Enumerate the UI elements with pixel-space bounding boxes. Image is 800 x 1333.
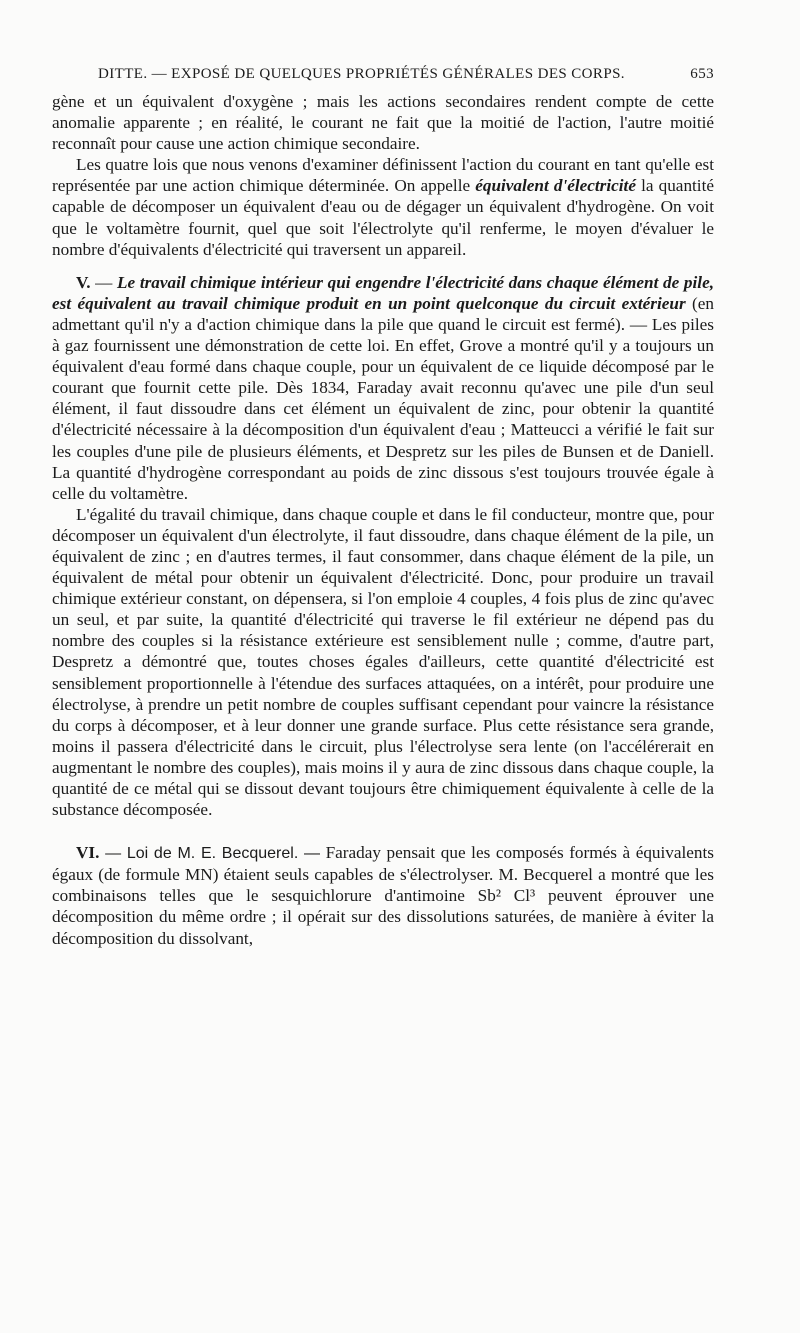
section-number: V. [76, 272, 91, 292]
paragraph-text: la quantité capable de décomposer un équivalent d'eau ou de dégager un équivalent d'hydrogène. On voit que le voltamètre fournit, quel que soit l'électrolyte qu'il renferme, le moyen d'évaluer le nombre d'équivalents d'électricité qui traversent un appareil. [52, 176, 714, 259]
defined-term: équivalent d'électricité [475, 176, 636, 196]
paragraph-text: Les quatre lois que nous venons d'examiner définissent l'action du courant en tant qu'elle est représentée par une action chimique déterminée. On appelle [52, 155, 714, 196]
paragraph-text: (en admettant qu'il n'y a d'action chimique dans la pile que quand le circuit est fermé). — Les piles à gaz fournissent une démonstration de cette loi. En effet, Grove a montré qu'il y a toujours un équivalent d'eau formé dans chaque couple, pour un équivalent de ce liquide décomposé par le courant que fournit cette pile. Dès 1834, Faraday avait reconnu qu'avec une pile d'un seul élément, il faut dissoudre dans cet élément un équivalent de zinc, pour obtenir la quantité d'électricité nécessaire à la décomposition d'un équivalent d'eau ; Matteucci a vérifié le fait sur les couples d'une pile de plusieurs éléments, et Despretz sur les piles de Bunsen et de Daniell. La quantité d'hydrogène correspondant au poids de zinc dissous s'est toujours trouvée égale à celle du voltamètre. [52, 293, 714, 503]
section-v [52, 272, 714, 504]
book-page [52, 66, 714, 949]
page-number: 653 [690, 66, 714, 82]
paragraph-text: Faraday pensait que les composés formés à équivalents égaux (de formule MN) étaient seuls capables de s'électrolyser. M. Becquerel a montré que les combinaisons telles que le sesquichlorure d'antimoine Sb² Cl³ peuvent éprouver une décomposition du même ordre ; il opérait sur des dissolutions saturées, de manière à éviter la décomposition du dissolvant, [52, 843, 714, 948]
section-number: VI. [76, 843, 100, 863]
paragraph-continuation: gène et un équivalent d'oxygène ; mais les actions secondaires rendent compte de cette anomalie apparente ; en réalité, le courant ne fait que la moitié de l'action, l'autre moitié reconnaît pour cause une action chimique secondaire. [52, 92, 714, 154]
paragraph-equivalent-electricity [52, 154, 714, 259]
running-head [52, 66, 714, 83]
section-dash: — [90, 272, 118, 292]
paragraph-chemical-work: L'égalité du travail chimique, dans chaque couple et dans le fil conducteur, montre que, pour décomposer un équivalent d'un électrolyte, il faut dissoudre, dans chaque élément de la pile, un équivalent de zinc ; en d'autres termes, il faut consommer, dans chaque élément de la pile, un équivalent de métal pour obtenir un équivalent d'électricité. Donc, pour produire un travail chimique extérieur constant, on dépensera, si l'on emploie 4 couples, 4 fois plus de zinc qu'avec un seul, et par suite, la quantité d'électricité qui traverse le fil extérieur ne dépend pas du nombre des couples si la résistance extérieure est sensiblement nulle ; comme, d'autre part, Despretz a démontré que, toutes choses égales d'ailleurs, cette quantité d'électricité est sensiblement proportionnelle à l'étendue des surfaces attaquées, on a intérêt, pour produire une électrolyse, à prendre un petit nombre de couples suffisant cependant pour vaincre la résistance du corps à décomposer, et à leur donner une grande surface. Plus cette résistance sera grande, moins il passera d'électricité dans le circuit, plus l'électrolyse sera lente (on l'accélérerait en augmentant le nombre des couples), mais moins il y aura de zinc dissous dans chaque couple, la quantité de ce métal qui se dissout devant toujours être chimiquement équivalente à celle de la substance décomposée. [52, 504, 714, 820]
section-title: — Loi de M. E. Becquerel. — [99, 845, 321, 863]
section-statement: Le travail chimique intérieur qui engendre l'électricité dans chaque élément de pile, est équivalent au travail chimique produit en un point quelconque du circuit extérieur [52, 272, 715, 313]
running-head-title: DITTE. — EXPOSÉ DE QUELQUES PROPRIÉTÉS GÉNÉRALES DES CORPS. [98, 66, 625, 82]
body-text [52, 91, 714, 949]
section-vi [52, 842, 714, 948]
